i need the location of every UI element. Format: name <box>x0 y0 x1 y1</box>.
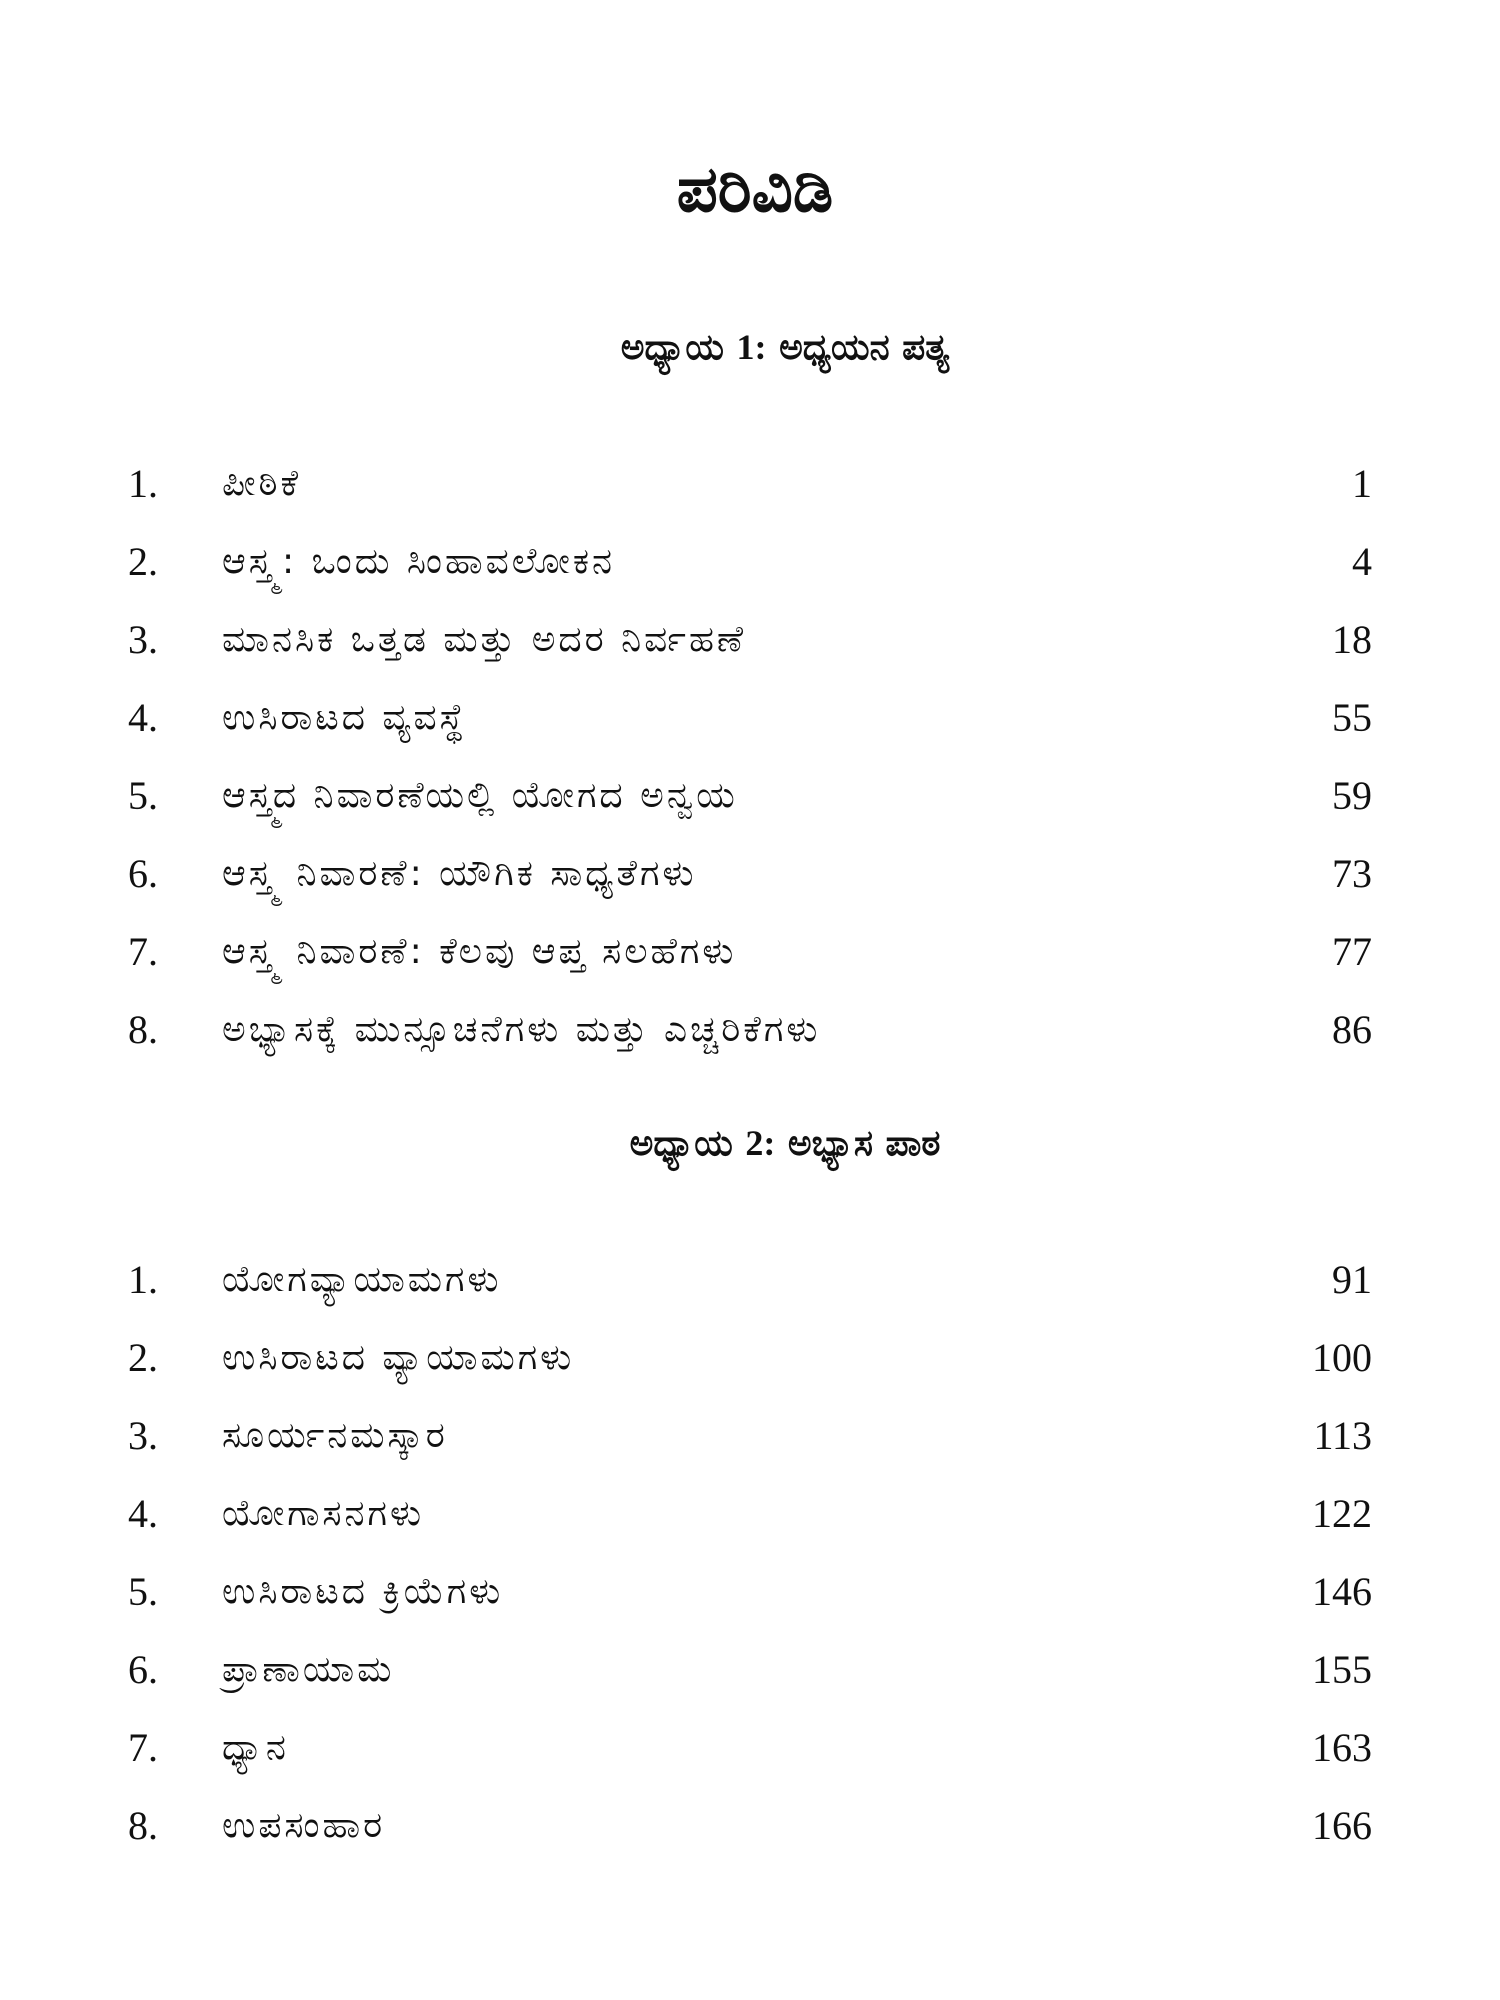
entry-page: 55 <box>1332 695 1372 740</box>
entry-page: 73 <box>1332 851 1372 896</box>
toc-entry[interactable] <box>0 610 1500 688</box>
entry-number: 7. <box>128 929 158 974</box>
entry-title[interactable]: ಆಸ್ತ್ಮ: ಒಂದು ಸಿಂಹಾವಲೋಕನ <box>222 541 616 582</box>
entry-title[interactable]: ಆಸ್ತ್ಮ ನಿವಾರಣೆ: ಕೆಲವು ಆಪ್ತ ಸಲಹೆಗಳು <box>222 931 737 972</box>
toc-entry[interactable] <box>0 844 1500 922</box>
toc-entry[interactable] <box>0 454 1500 532</box>
entry-title[interactable]: ಸೂರ್ಯನಮಸ್ಕಾರ <box>222 1415 448 1456</box>
entry-page: 1 <box>1352 461 1372 506</box>
entry-number: 8. <box>128 1803 158 1848</box>
entry-title[interactable]: ಯೋಗವ್ಯಾಯಾಮಗಳು <box>222 1259 502 1300</box>
entry-title[interactable]: ಉಸಿರಾಟದ ವ್ಯವಸ್ಥೆ <box>222 697 467 738</box>
entry-number: 5. <box>128 773 158 818</box>
entry-number: 4. <box>128 1491 158 1536</box>
entry-title[interactable]: ಉಸಿರಾಟದ ವ್ಯಾಯಾಮಗಳು <box>222 1337 575 1378</box>
entry-page: 113 <box>1313 1413 1372 1458</box>
entry-page: 122 <box>1312 1491 1372 1536</box>
entry-page: 4 <box>1352 539 1372 584</box>
toc-entry[interactable] <box>0 1640 1500 1718</box>
entry-number: 6. <box>128 851 158 896</box>
toc-entry[interactable] <box>0 1562 1500 1640</box>
entry-number: 8. <box>128 1007 158 1052</box>
chapter-1 <box>0 322 1500 1078</box>
toc-entry[interactable] <box>0 688 1500 766</box>
toc-entry[interactable] <box>0 1406 1500 1484</box>
entry-title[interactable]: ಯೋಗಾಸನಗಳು <box>222 1493 425 1534</box>
chapter-name: ಅಭ್ಯಾಸ ಪಾಠ <box>787 1123 941 1164</box>
entry-page: 77 <box>1332 929 1372 974</box>
entry-number: 6. <box>128 1647 158 1692</box>
entry-page: 100 <box>1312 1335 1372 1380</box>
entry-number: 3. <box>128 617 158 662</box>
toc-entry[interactable] <box>0 1796 1500 1874</box>
entry-title[interactable]: ಉಸಿರಾಟದ ಕ್ರಿಯೆಗಳು <box>222 1571 504 1612</box>
chapter-number: 2: <box>745 1123 776 1163</box>
entry-number: 1. <box>128 1257 158 1302</box>
entry-title[interactable]: ಅಭ್ಯಾಸಕ್ಕೆ ಮುನ್ಸೂಚನೆಗಳು ಮತ್ತು ಎಚ್ಚರಿಕೆಗಳು <box>222 1009 821 1050</box>
entry-number: 2. <box>128 1335 158 1380</box>
entry-number: 3. <box>128 1413 158 1458</box>
toc-entry[interactable] <box>0 1718 1500 1796</box>
toc-entry[interactable] <box>0 532 1500 610</box>
entry-number: 5. <box>128 1569 158 1614</box>
entry-page: 18 <box>1332 617 1372 662</box>
entry-page: 155 <box>1312 1647 1372 1692</box>
toc-entry[interactable] <box>0 766 1500 844</box>
entry-number: 2. <box>128 539 158 584</box>
entry-title[interactable]: ಮಾನಸಿಕ ಒತ್ತಡ ಮತ್ತು ಅದರ ನಿರ್ವಹಣೆ <box>222 619 747 660</box>
entry-number: 7. <box>128 1725 158 1770</box>
chapter-2 <box>0 1118 1500 1874</box>
chapter-label: ಅಧ್ಯಾಯ <box>620 327 724 368</box>
entry-title[interactable]: ಪೀಠಿಕೆ <box>222 463 302 504</box>
page-title: ಪರಿವಿಡಿ <box>676 153 834 227</box>
entry-number: 1. <box>128 461 158 506</box>
toc-entry[interactable] <box>0 1250 1500 1328</box>
toc-list <box>0 454 1500 1078</box>
entry-title[interactable]: ಪ್ರಾಣಾಯಾಮ <box>222 1649 395 1690</box>
entry-number: 4. <box>128 695 158 740</box>
entry-title[interactable]: ಆಸ್ತ್ಮದ ನಿವಾರಣೆಯಲ್ಲಿ ಯೋಗದ ಅನ್ವಯ <box>222 775 738 816</box>
entry-page: 91 <box>1332 1257 1372 1302</box>
toc-entry[interactable] <box>0 1000 1500 1078</box>
entry-page: 166 <box>1312 1803 1372 1848</box>
toc-entry[interactable] <box>0 1484 1500 1562</box>
chapter-name: ಅಧ್ಯಯನ ಪತ್ಯ <box>779 327 950 368</box>
entry-page: 146 <box>1312 1569 1372 1614</box>
toc-entry[interactable] <box>0 922 1500 1000</box>
chapter-heading <box>0 322 1500 372</box>
chapter-heading <box>0 1118 1500 1168</box>
entry-page: 163 <box>1312 1725 1372 1770</box>
chapter-number: 1: <box>736 327 767 367</box>
entry-title[interactable]: ಧ್ಯಾನ <box>222 1727 289 1768</box>
chapter-label: ಅಧ್ಯಾಯ <box>629 1123 733 1164</box>
entry-title[interactable]: ಉಪಸಂಹಾರ <box>222 1805 386 1846</box>
toc-list <box>0 1250 1500 1874</box>
entry-page: 86 <box>1332 1007 1372 1052</box>
entry-page: 59 <box>1332 773 1372 818</box>
entry-title[interactable]: ಆಸ್ತ್ಮ ನಿವಾರಣೆ: ಯೌಗಿಕ ಸಾಧ್ಯತೆಗಳು <box>222 853 697 894</box>
toc-entry[interactable] <box>0 1328 1500 1406</box>
